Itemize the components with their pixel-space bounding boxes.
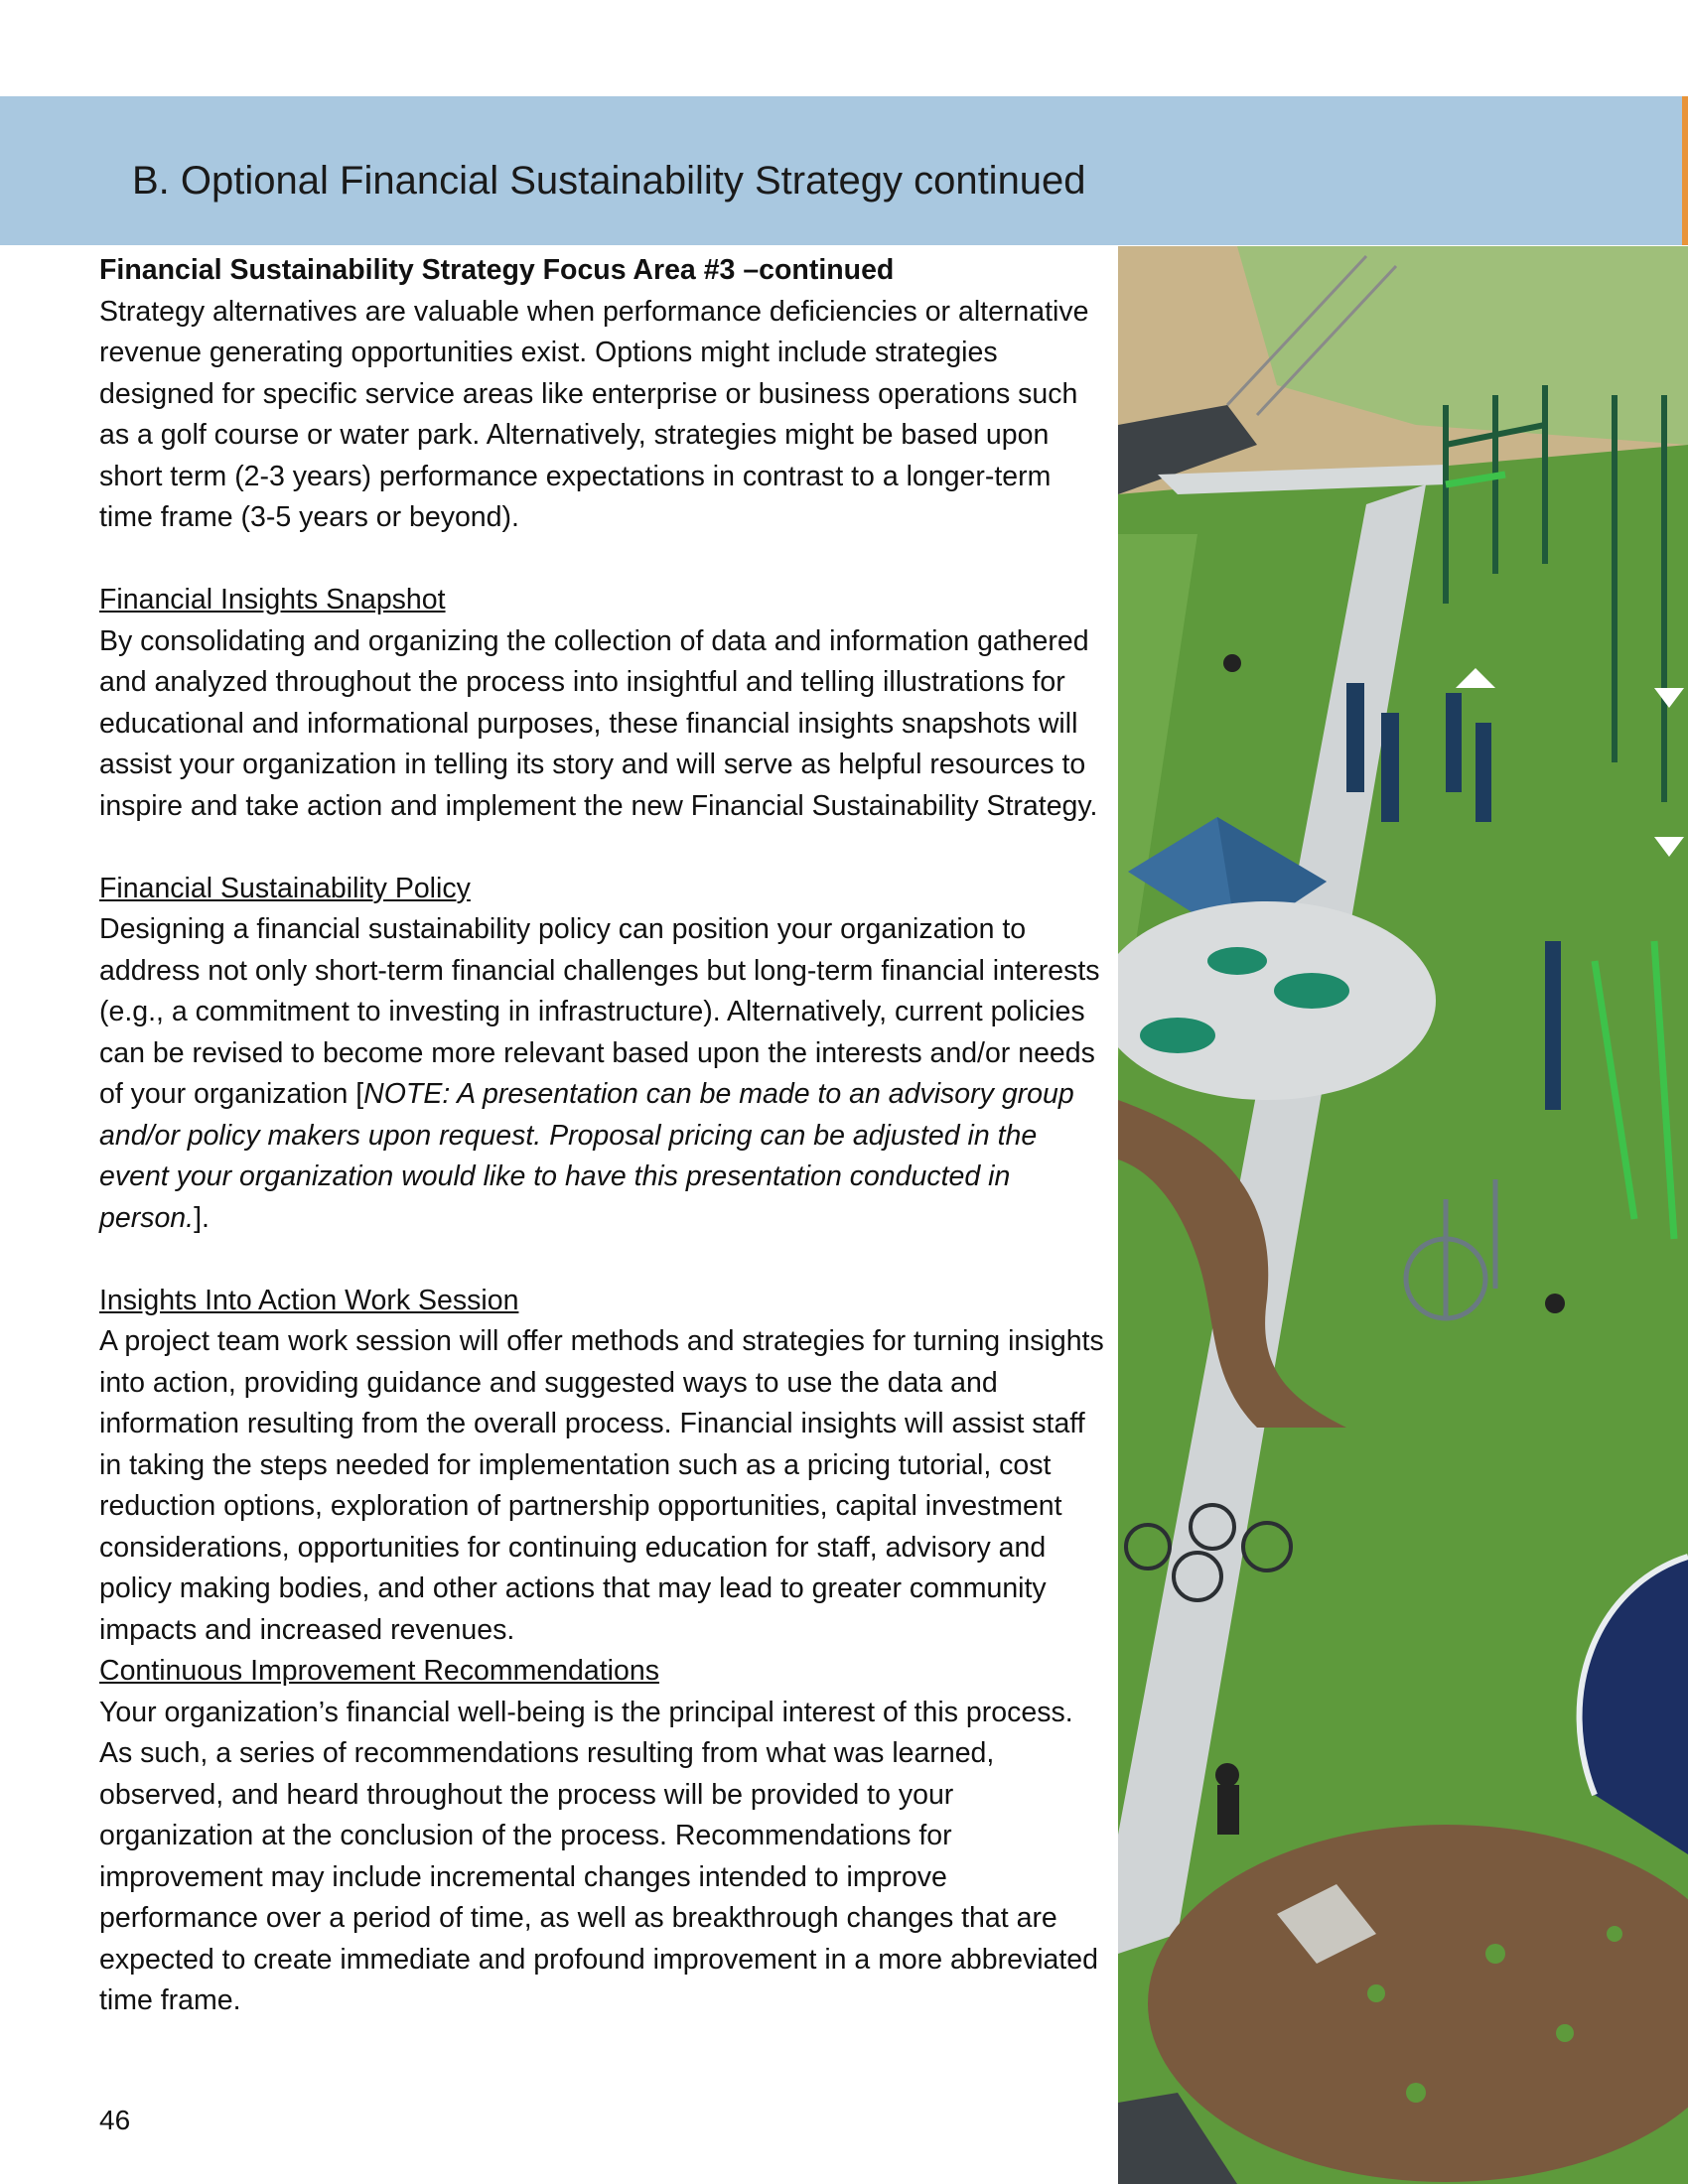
improvement-heading: Continuous Improvement Recommendations xyxy=(99,1655,659,1687)
policy-heading: Financial Sustainability Policy xyxy=(99,872,471,904)
page-number: 46 xyxy=(99,2105,131,2135)
improvement-body: Your organization’s financial well-being is the principal interest of this process. As such, a series of recommendations resulting from what was learned, observed, and heard throughout the process will be provided to your organization at the conclusion of the process. Recommendations for improvement may include incremental changes intended to improve performance over a period of time, as well as breakthrough changes that are expected to create immediate and profound improvement in a more abbreviated time frame. xyxy=(99,1696,1098,2016)
policy-body-text: Designing a financial sustainability policy can position your organization to address not only short-term financial challenges but long-term financial interests (e.g., a commitment to investing in infrastructure). Alternatively, current policies can be revised to become more relevant based upon the interests and/or needs of your organization [ xyxy=(99,913,1100,1110)
focus-area-body: Strategy alternatives are valuable when performance deficiencies or alternative revenue generating opportunities exist. Options might include strategies designed for specific service areas like enterprise or business operations such as a golf course or water park. Alternatively, strategies might be based upon short term (2-3 years) performance expectations in contrast to a longer-term time frame (3-5 years or beyond). xyxy=(99,295,1089,533)
work-session-body: A project team work session will offer methods and strategies for turning insights into action, providing guidance and suggested ways to use the data and information resulting from the overall process. Financial insights will assist staff in taking the steps needed for implementation such as a pricing tutorial, cost reduction options, exploration of partnership opportunities, capital investment considerations, opportunities for continuing education for staff, advisory and policy making bodies, and other actions that may lead to greater community impacts and increased revenues. xyxy=(99,1325,1104,1646)
park-aerial-photo xyxy=(1118,246,1688,2184)
work-session-heading: Insights Into Action Work Session xyxy=(99,1284,519,1316)
page-title: B. Optional Financial Sustainability Strategy continued xyxy=(132,159,1086,203)
snapshot-heading: Financial Insights Snapshot xyxy=(99,584,446,615)
focus-area-heading: Financial Sustainability Strategy Focus Area #3 –continued xyxy=(99,254,895,286)
header-accent-stripe xyxy=(1682,96,1688,245)
snapshot-body: By consolidating and organizing the collection of data and information gathered and analyzed throughout the process into insightful and telling illustrations for educational and informational purposes, these financial insights snapshots will assist your organization in telling its story and will serve as helpful resources to inspire and take action and implement the new Financial Sustainability Strategy. xyxy=(99,624,1098,822)
policy-note: NOTE: A presentation can be made to an advisory group and/or policy makers upon request. Proposal pricing can be adjusted in the event your organization would like to have this presentation conducted in person. xyxy=(99,1078,1074,1234)
policy-body xyxy=(99,909,1112,1239)
main-text-column xyxy=(99,250,1112,2022)
policy-closing: ]. xyxy=(194,1201,210,1234)
